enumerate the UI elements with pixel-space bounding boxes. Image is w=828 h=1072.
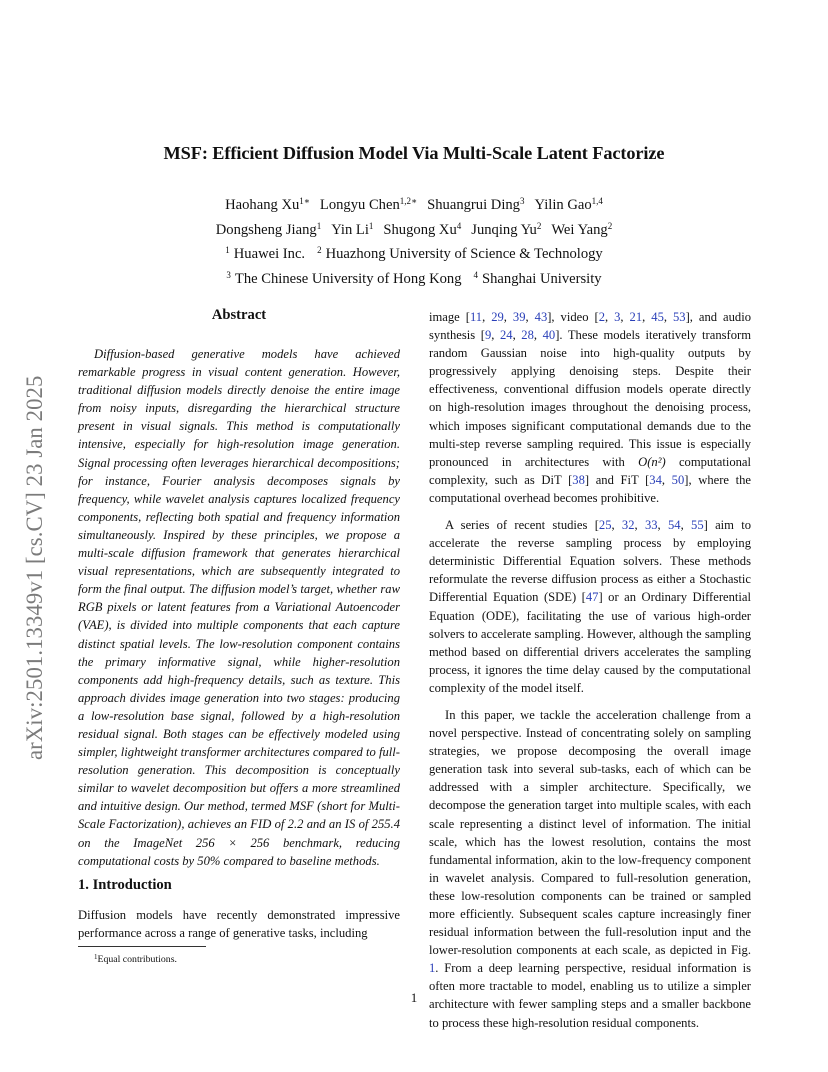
author-block: [0, 191, 828, 289]
author-name: [320, 197, 417, 213]
author-label: Wei Yang: [551, 221, 608, 238]
citation-link[interactable]: 25: [598, 518, 612, 533]
citation-link[interactable]: 24: [499, 328, 513, 343]
author-label: Haohang Xu: [225, 197, 300, 213]
text-run: ,: [657, 518, 668, 533]
text-run: ] aim to accelerate the reverse sampling process by employing deterministic Differential Equation solvers. These methods reformulate the reverse diffusion process as either a Stochastic Differential Equation (SDE) [: [429, 518, 752, 605]
right-column: [429, 308, 751, 1041]
affiliation-name: The Chinese University of Hong Kong: [234, 270, 462, 287]
text-run: ,: [680, 518, 692, 533]
affiliation-marker: 4: [473, 269, 478, 280]
affiliation-index: 1: [368, 220, 374, 231]
author-name: [331, 222, 373, 238]
affiliation-line-2: [0, 265, 828, 290]
citation-link[interactable]: 29: [491, 310, 504, 324]
footnote-rule: [78, 946, 206, 947]
author-name: [471, 222, 541, 238]
affiliation: [474, 271, 602, 287]
citation-link[interactable]: 3: [614, 310, 621, 324]
text-run: In this paper, we tackle the acceleration challenge from a novel perspective. Instead of concentrating solely on sampling strategies, we propose decomposing the overall image generation task into several sub-tasks, each of which can be addressed with a simpler architecture. Specifically, we decompose the generation target into multiple scales, with each scale representing a distinct level of information. The initial scale, which has the lowest resolution, contains the most fundamental information, akin to the low-frequency component in wavelet analysis. Compared to full-resolution generation, these low-resolution components can be trained or sampled more efficiently. Subsequent scales capture increasingly finer residual information between the full-resolution input and the lower-resolution components at each scale, as depicted in Fig.: [429, 707, 751, 958]
citation-link[interactable]: 28: [521, 328, 534, 343]
introduction-text: [78, 906, 400, 942]
author-name: [551, 222, 612, 238]
citation-link[interactable]: 33: [644, 518, 658, 533]
citation-link[interactable]: 53: [672, 310, 686, 324]
citation-link[interactable]: 39: [512, 310, 526, 324]
footnote: [94, 953, 177, 965]
text-run: ,: [642, 310, 652, 324]
citation-link[interactable]: 38: [572, 472, 585, 487]
text-run: image [: [429, 310, 470, 324]
author-label: Shuangrui Ding: [427, 197, 520, 213]
introduction-heading: 1. Introduction: [78, 877, 172, 893]
right-paragraph-2: [429, 516, 751, 697]
author-name: [427, 197, 524, 213]
abstract-heading: Abstract: [211, 307, 267, 323]
citation-link[interactable]: 21: [629, 310, 643, 324]
affiliation-name: Huawei Inc.: [233, 246, 306, 262]
author-name: [383, 222, 461, 238]
citation-link[interactable]: 40: [542, 328, 556, 343]
arxiv-identifier: arXiv:2501.13349v1 [cs.CV] 23 Jan 2025: [22, 375, 47, 760]
affiliation: [226, 271, 461, 287]
affiliation-index: 1,2∗: [399, 196, 418, 206]
citation-link[interactable]: 50: [671, 472, 685, 487]
text-run: ,: [634, 518, 645, 533]
citation-link[interactable]: 43: [534, 310, 548, 324]
citation-link[interactable]: 32: [621, 518, 635, 533]
affiliation-index: 3: [519, 196, 525, 206]
text-run: ,: [512, 328, 522, 343]
citation-link[interactable]: 47: [585, 590, 599, 605]
affiliation-marker: 2: [317, 245, 322, 255]
text-run: ], where the computational overhead becomes prohibitive.: [429, 472, 751, 505]
text-run: ,: [482, 310, 492, 324]
author-label: Shugong Xu: [383, 221, 457, 238]
text-run: ,: [491, 328, 500, 343]
text-run: A series of recent studies [: [445, 518, 599, 533]
text-run: . From a deep learning perspective, residual information is often more tractable to model, enabling us to utilize a simpler architecture with fewer sampling steps and a smaller backbone to process these high-resolution residual components.: [429, 961, 751, 1030]
footnote-text: Equal contributions.: [97, 954, 177, 965]
text-run: ]. These models iteratively transform random Gaussian noise into high-quality outputs by progressively applying denoising steps. Despite their effectiveness, conventional diffusion models operate directly on high-resolution images throughout the denoising process, which imposes significant computational demands due to the multi-step reverse sampling required. This issue is especially pronounced in architectures with: [429, 328, 752, 469]
introduction-paragraph: Diffusion models have recently demonstrated impressive performance across a range of generative tasks, including: [78, 908, 400, 941]
affiliation-index: 4: [456, 220, 462, 231]
author-label: Yilin Gao: [534, 197, 592, 213]
text-run: ,: [533, 328, 543, 343]
abstract-paragraph: Diffusion-based generative models have achieved remarkable progress in visual content generation. However, traditional diffusion models directly denoise the entire image from noisy inputs, disregarding the hierarchical structure present in visual signals. This method is computationally intensive, especially for high-resolution image generation. Signal processing often leverages hierarchical decompositions; for instance, Fourier analysis decomposes signals by frequency, while wavelet analysis captures localized frequency components, reflecting both spatial and frequency information simultaneously. Inspired by these principles, we propose a multi-scale diffusion framework that generates hierarchical visual representations, which are subsequently integrated to form the final output. The diffusion model’s target, whether raw RGB pixels or latent features from a Variational Autoencoder (VAE), is divided into multiple components that each capture distinct spatial levels. The low-resolution component contains the primary informative signal, while higher-resolution components add high-frequency details, such as texture. This approach divides image generation into two stages: producing a low-resolution base signal, followed by a high-resolution residual signal. Both stages can be effectively modeled using simpler, lightweight transformer architectures compared to full-resolution generation. This decomposition is conceptually similar to wavelet decomposition but offers a more streamlined and intuitive design. Our method, termed MSF (short for Multi-Scale Factorization), achieves an FID of 2.2 and an IS of 255.4 on the ImageNet 256 × 256 benchmark, reducing computational costs by 50% compared to baseline methods.: [78, 347, 400, 868]
author-label: Junqing Yu: [471, 221, 537, 238]
citation-link[interactable]: 9: [484, 328, 492, 343]
right-paragraph-1: [429, 308, 751, 507]
text-run: ,: [503, 310, 513, 324]
abstract-text: [78, 345, 400, 870]
text-run: ] and FiT [: [584, 472, 650, 487]
text-run: ,: [620, 310, 630, 324]
affiliation-index: 1∗: [299, 196, 310, 206]
citation-link[interactable]: 45: [651, 310, 664, 324]
author-name: [216, 222, 321, 238]
affiliation-index: 1,4: [591, 196, 603, 206]
text-run: ], video [: [547, 310, 599, 324]
citation-link[interactable]: 54: [667, 518, 681, 533]
author-label: Dongsheng Jiang: [215, 221, 317, 238]
author-label: Longyu Chen: [319, 197, 400, 213]
affiliation-marker: 3: [226, 269, 231, 280]
citation-link[interactable]: 34: [649, 472, 662, 487]
right-paragraph-3: [429, 706, 751, 1032]
affiliation-index: 1: [316, 220, 322, 231]
text-run: ] or an Ordinary Differential Equation (ODE), facilitating the use of various high-order solvers to accelerate sampling. However, although the sampling method based on differential drivers accelerates the sampling process, it ignores the time delay caused by the computational complexity of the model itself.: [429, 590, 752, 695]
author-name: [534, 197, 602, 213]
text-run: ], and audio synthesis [: [429, 310, 752, 343]
text-run: ,: [661, 472, 672, 487]
paper-title: MSF: Efficient Diffusion Model Via Multi-Scale Latent Factorize: [163, 143, 665, 163]
math-expression: O(n²): [638, 454, 666, 469]
text-run: ,: [611, 518, 622, 533]
citation-link[interactable]: 55: [691, 518, 704, 533]
affiliation-line-1: [0, 240, 828, 265]
author-line-1: [0, 191, 828, 216]
affiliation-index: 2: [607, 220, 613, 231]
text-run: ,: [663, 310, 673, 324]
affiliation: [317, 246, 603, 262]
footnote-marker: 1: [94, 953, 98, 961]
text-run: ,: [605, 310, 615, 324]
affiliation-marker: 1: [225, 245, 230, 255]
affiliation-name: Huazhong University of Science & Technology: [325, 246, 603, 262]
affiliation-name: Shanghai University: [482, 270, 602, 287]
author-line-2: [0, 216, 828, 241]
text-run: ,: [525, 310, 535, 324]
author-name: [225, 197, 310, 213]
affiliation-index: 2: [536, 220, 542, 231]
author-label: Yin Li: [331, 221, 369, 238]
citation-link[interactable]: 2: [598, 310, 605, 324]
page-number: 1: [410, 990, 418, 1005]
text-run: computational complexity, such as DiT [: [429, 454, 751, 487]
affiliation: [225, 246, 305, 262]
citation-link[interactable]: 11: [469, 310, 483, 324]
citation-link[interactable]: 1: [429, 961, 436, 976]
